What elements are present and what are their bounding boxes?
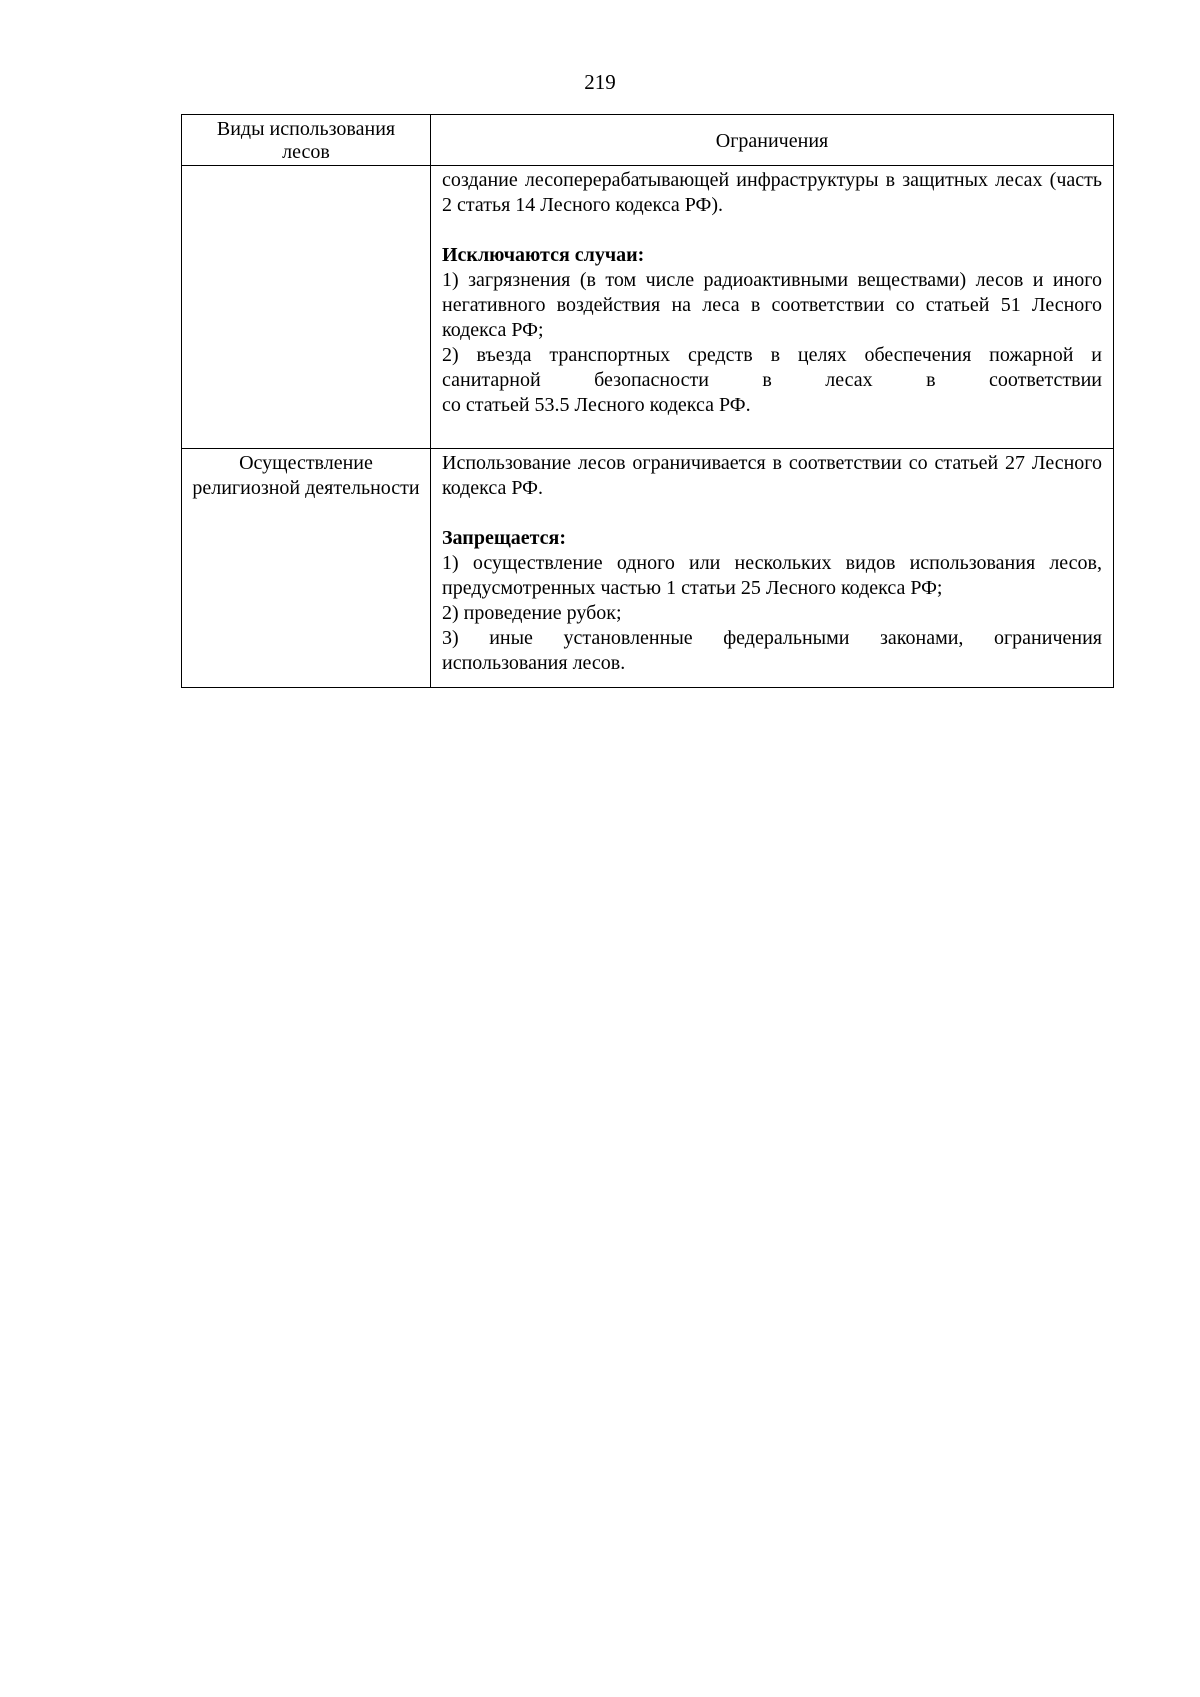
exception-item: 2) въезда транспортных средств в целях обеспечения пожарной и санитарной безопасности в лесах в соответствии — [442, 344, 1102, 391]
table-header-row — [182, 115, 1114, 166]
prohibitions-heading: Запрещается: — [442, 527, 567, 549]
paragraph-spacer — [442, 218, 1102, 243]
forest-use-restrictions-table — [181, 114, 1114, 688]
exception-item-continuation: со статьей 53.5 Лесного кодекса РФ. — [442, 394, 751, 416]
forest-use-kind-cell: Осуществление религиозной деятельности — [182, 449, 431, 688]
prohibition-item: 1) осуществление одного или нескольких видов использования лесов, предусмотренных частью 1 статьи 25 Лесного кодекса РФ; — [442, 552, 1102, 599]
exceptions-heading: Исключаются случаи: — [442, 244, 645, 266]
page-number: 219 — [584, 70, 616, 94]
restriction-intro-text: Использование лесов ограничивается в соответствии со статьей 27 Лесного кодекса РФ. — [442, 452, 1102, 499]
restrictions-cell — [431, 166, 1114, 449]
table-row — [182, 166, 1114, 449]
prohibition-item: 3) иные установленные федеральными законами, ограничения использования лесов. — [442, 627, 1102, 674]
forest-use-kind-cell — [182, 166, 431, 449]
exception-item: 1) загрязнения (в том числе радиоактивными веществами) лесов и иного негативного воздействия на леса в соответствии со статьей 51 Лесного кодекса РФ; — [442, 269, 1102, 341]
table-row — [182, 449, 1114, 688]
header-restrictions: Ограничения — [431, 115, 1114, 166]
paragraph-spacer — [442, 501, 1102, 526]
header-forest-use-kinds: Виды использования лесов — [182, 115, 431, 166]
restriction-intro-text: создание лесоперерабатывающей инфраструктуры в защитных лесах (часть 2 статья 14 Лесного кодекса РФ). — [442, 169, 1102, 216]
restrictions-cell — [431, 449, 1114, 688]
prohibition-item: 2) проведение рубок; — [442, 602, 622, 624]
